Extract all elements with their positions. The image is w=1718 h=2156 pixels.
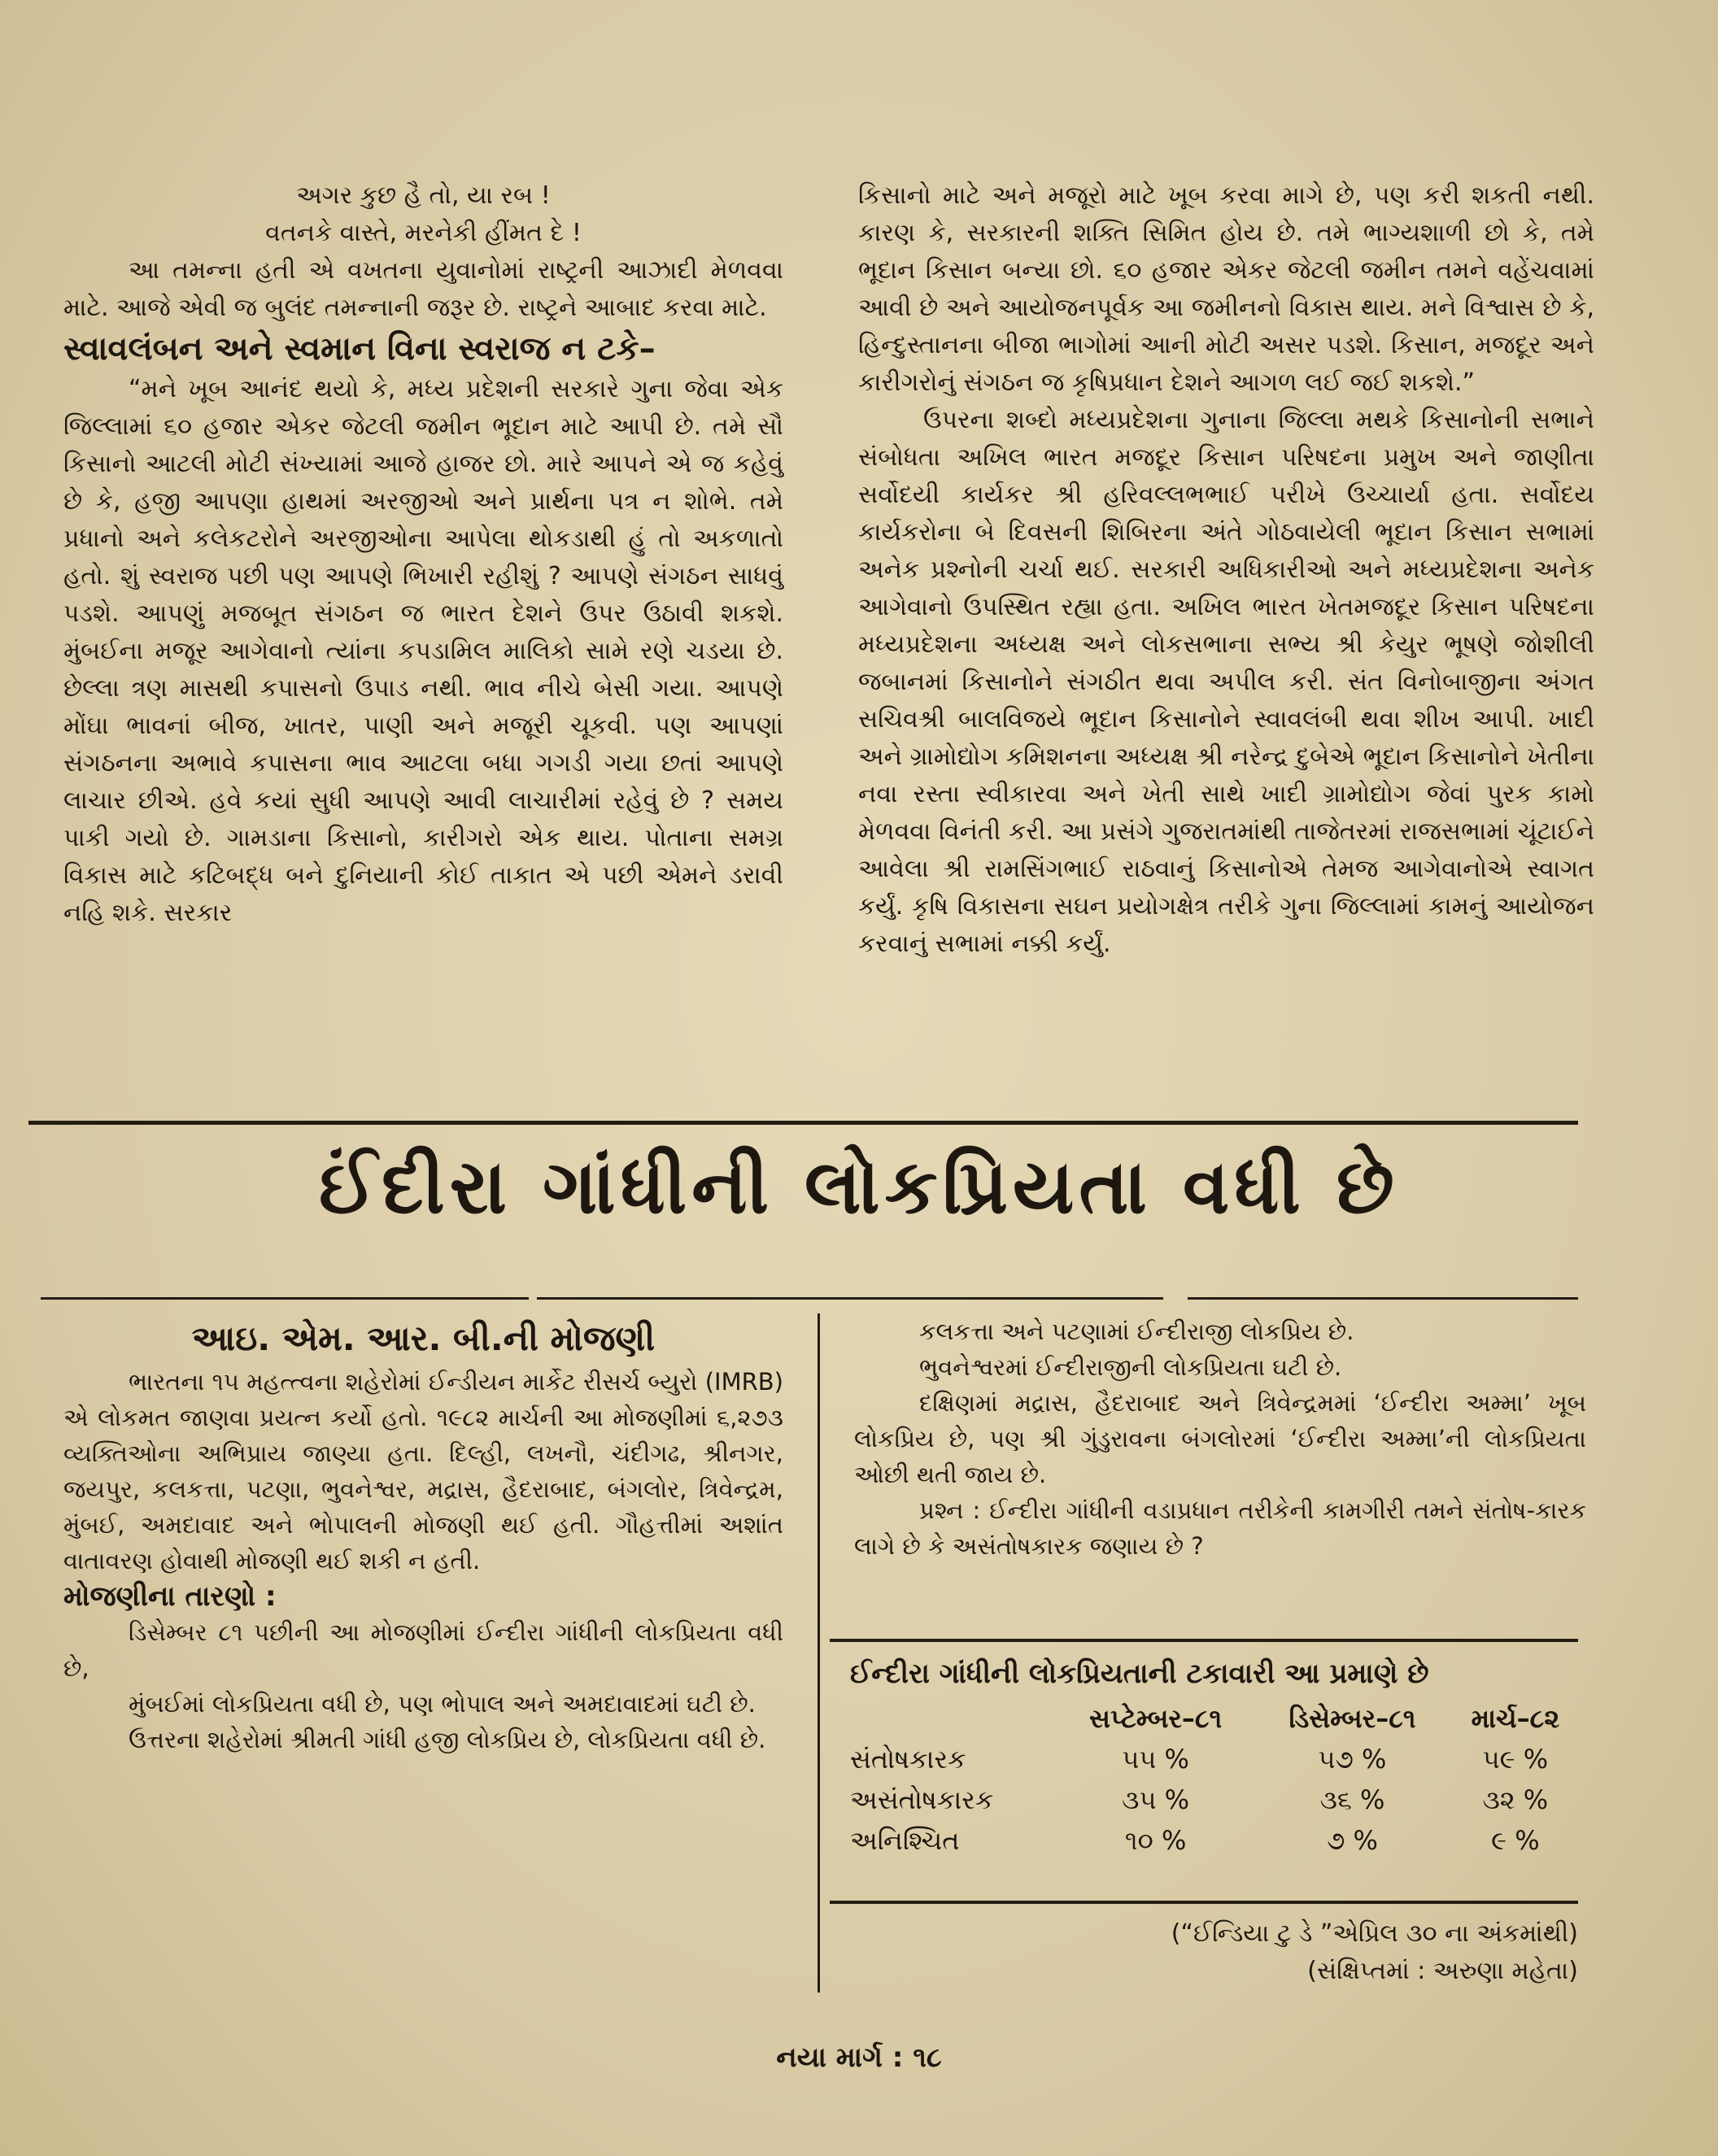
top-left-column	[63, 177, 783, 932]
column-header: માર્ચ–૮૨	[1471, 1703, 1560, 1734]
credits	[854, 1915, 1578, 1990]
column-header: ડિસેમ્બર–૮૧	[1288, 1703, 1416, 1734]
finding-item: કલકત્તા અને પટણામાં ઈન્દીરાજી લોકપ્રિય છે.	[919, 1318, 1354, 1345]
article-paragraph: આ તમન્ના હતી એ વખતના યુવાનોમાં રાષ્ટ્રની આઝાદી મેળવવા માટે. આજે એવી જ બુલંદ તમન્નાની જરૂર છે. રાષ્ટ્રને આબાદ કરવા માટે.	[63, 256, 783, 322]
row-label: અનિશ્ચિત	[850, 1825, 960, 1856]
table-cell: ૩૬ %	[1319, 1784, 1385, 1815]
table-row	[850, 1820, 1582, 1861]
table-cell: ૭ %	[1327, 1825, 1378, 1856]
popularity-table	[850, 1698, 1582, 1861]
table-cell: ૫૭ %	[1318, 1744, 1387, 1775]
table-row	[850, 1779, 1582, 1820]
row-label: સંતોષકારક	[850, 1744, 966, 1775]
column-divider	[818, 1313, 820, 1993]
table-bottom-rule	[830, 1901, 1578, 1904]
table-cell: ૯ %	[1491, 1825, 1540, 1856]
headline-rule-mid	[537, 1297, 1163, 1300]
table-title: ઈન્દીરા ગાંધીની લોકપ્રિયતાની ટકાવારી આ પ્રમાણે છે	[850, 1657, 1429, 1690]
table-row	[850, 1739, 1582, 1779]
table-cell: ૫૯ %	[1482, 1744, 1549, 1775]
bottom-left-column	[63, 1313, 783, 1757]
table-header-row	[850, 1698, 1582, 1739]
abridged-credit: (સંક્ષિપ્તમાં : અરુણા મહેતા)	[1307, 1957, 1578, 1985]
table-top-rule	[830, 1639, 1578, 1642]
verse-line-1: અગર કુછ હૈ તો, યા રબ !	[296, 181, 551, 210]
finding-item: ડિસેમ્બર ૮૧ પછીની આ મોજણીમાં ઈન્દીરા ગાંધીની લોકપ્રિયતા વધી છે,	[63, 1618, 783, 1682]
article-paragraph: ઉપરના શબ્દો મધ્યપ્રદેશના ગુનાના જિલ્લા મથકે કિસાનોની સભાને સંબોધતા અખિલ ભારત મજદૂર કિસાન પરિષદના પ્રમુખ અને જાણીતા સર્વોદયી કાર્યકર શ્રી હરિવલ્લભભાઈ પરીખે ઉચ્ચાર્યા હતા. સર્વોદય કાર્યકરોના બે દિવસની શિબિરના અંતે ગોઠવાયેલી ભૂદાન કિસાન સભામાં અનેક પ્રશ્નોની ચર્ચા થઈ. સરકારી અધિકારીઓ અને મધ્યપ્રદેશના અનેક આગેવાનો ઉપસ્થિત રહ્યા હતા. અખિલ ભારત ખેતમજદૂર કિસાન પરિષદના મધ્યપ્રદેશના અધ્યક્ષ અને લોકસભાના સભ્ય શ્રી કેયુર ભૂષણે જોશીલી જબાનમાં કિસાનોને સંગઠીત થવા અપીલ કરી. સંત વિનોબાજીના અંગત સચિવશ્રી બાલવિજયે ભૂદાન કિસાનોને સ્વાવલંબી થવા શીખ આપી. ખાદી અને ગ્રામોદ્યોગ કમિશનના અધ્યક્ષ શ્રી નરેન્દ્ર દુબેએ ભૂદાન કિસાનોને ખેતીના નવા રસ્તા સ્વીકારવા અને ખેતી સાથે ખાદી ગ્રામોદ્યોગ જેવાં પુરક કામો મેળવવા વિનંતી કરી. આ પ્રસંગે ગુજરાતમાંથી તાજેતરમાં રાજસભામાં ચૂંટાઈને આવેલા શ્રી રામસિંગભાઈ રાઠવાનું કિસાનોએ તેમજ આગેવાનોએ સ્વાગત કર્યું. કૃષિ વિકાસના સઘન પ્રયોગક્ષેત્ર તરીકે ગુના જિલ્લામાં કામનું આયોજન કરવાનું સભામાં નક્કી કર્યું.	[858, 406, 1594, 958]
section-subheading: સ્વાવલંબન અને સ્વમાન વિના સ્વરાજ ન ટકે–	[63, 330, 656, 368]
table-cell: ૩૫ %	[1122, 1784, 1190, 1815]
verse-line-2: વતનકે વાસ્તે, મરનેકી હીંમત દે !	[265, 219, 582, 247]
article-headline: ઈંદીરા ગાંધીની લોકપ્રિયતા વધી છે	[319, 1143, 1399, 1230]
findings-label: મોજણીના તારણો :	[63, 1580, 277, 1613]
survey-title: આઇ. એમ. આર. બી.ની મોજણી	[191, 1318, 656, 1358]
article-paragraph: કિસાનો માટે અને મજૂરો માટે ખૂબ કરવા માગે છે, પણ કરી શકતી નથી. કારણ કે, સરકારની શક્તિ સિમિત હોય છે. તમે ભાગ્યશાળી છો કે, તમે ભૂદાન કિસાન બન્યા છો. ૬૦ હજાર એકર જેટલી જમીન તમને વહેંચવામાં આવી છે અને આયોજનપૂર્વક આ જમીનનો વિકાસ થાય. મને વિશ્વાસ છે કે, હિન્દુસ્તાનના બીજા ભાગોમાં આની મોટી અસર પડશે. કિસાન, મજદૂર અને કારીગરોનું સંગઠન જ કૃષિપ્રધાન દેશને આગળ લઈ જઈ શકશે.”	[858, 181, 1594, 397]
headline-rule-right	[1188, 1297, 1578, 1300]
table-cell: ૩૨ %	[1482, 1784, 1549, 1815]
survey-question: પ્રશ્ન : ઈન્દીરા ગાંધીની વડાપ્રધાન તરીકેની કામગીરી તમને સંતોષ-કારક લાગે છે કે અસંતોષકારક જણાય છે ?	[854, 1496, 1586, 1560]
headline-rule-left	[41, 1297, 529, 1300]
survey-paragraph: ભારતના ૧૫ મહત્ત્વના શહેરોમાં ઈન્ડીયન માર્કેટ રીસર્ચ બ્યુરો (IMRB) એ લોકમત જાણવા પ્રયત્ન કર્યો હતો. ૧૯૮૨ માર્ચની આ મોજણીમાં ૬,૨૭૩ વ્યક્તિઓના અભિપ્રાય જાણ્યા હતા. દિલ્હી, લખનૌ, ચંદીગઢ, શ્રીનગર, જયપુર, કલકત્તા, પટણા, ભુવનેશ્વર, મદ્રાસ, હૈદરાબાદ, બંગલોર, ત્રિવેન્દ્રમ, મુંબઈ, અમદાવાદ અને ભોપાલની મોજણી થઈ હતી. ગૌહત્તીમાં અશાંત વાતાવરણ હોવાથી મોજણી થઈ શકી ન હતી.	[63, 1368, 783, 1575]
column-header: સપ્ટેમ્બર–૮૧	[1089, 1703, 1223, 1734]
page-footer: નયા માર્ગ : ૧૮	[776, 2041, 942, 2074]
table-cell: ૫૫ %	[1122, 1744, 1189, 1775]
article-paragraph: “મને ખૂબ આનંદ થયો કે, મધ્ય પ્રદેશની સરકારે ગુના જેવા એક જિલ્લામાં ૬૦ હજાર એકર જેટલી જમીન ભૂદાન માટે આપી છે. તમે સૌ કિસાનો આટલી મોટી સંખ્યામાં આજે હાજર છો. મારે આપને એ જ કહેવું છે કે, હજી આપણા હાથમાં અરજીઓ અને પ્રાર્થના પત્ર ન શોભે. તમે પ્રધાનો અને કલેકટરોને અરજીઓના આપેલા થોકડાથી હું તો અકળાતો હતો. શું સ્વરાજ પછી પણ આપણે ભિખારી રહીશું ? આપણે સંગઠન સાધવું પડશે. આપણું મજબૂત સંગઠન જ ભારત દેશને ઉપર ઉઠાવી શકશે. મુંબઈના મજૂર આગેવાનો ત્યાંના કપડામિલ માલિકો સામે રણે ચડયા છે. છેલ્લા ત્રણ માસથી કપાસનો ઉપાડ નથી. ભાવ નીચે બેસી ગયા. આપણે મોંઘા ભાવનાં બીજ, ખાતર, પાણી અને મજૂરી ચૂકવી. પણ આપણાં સંગઠનના અભાવે કપાસના ભાવ આટલા બધા ગગડી ગયા છતાં આપણે લાચાર છીએ. હવે કયાં સુધી આપણે આવી લાચારીમાં રહેવું છે ? સમય પાકી ગયો છે. ગામડાના કિસાનો, કારીગરો એક થાય. પોતાના સમગ્ર વિકાસ માટે કટિબદ્ધ બને દુનિયાની કોઈ તાકાત એ પછી એમને ડરાવી નહિ શકે. સરકાર	[63, 375, 783, 927]
row-label: અસંતોષકારક	[850, 1784, 994, 1815]
finding-item: ભુવનેશ્વરમાં ઈન્દીરાજીની લોકપ્રિયતા ઘટી છે.	[919, 1353, 1342, 1381]
bottom-right-column	[854, 1313, 1586, 1564]
top-right-column	[858, 177, 1594, 963]
finding-item: ઉત્તરના શહેરોમાં શ્રીમતી ગાંધી હજી લોકપ્રિય છે, લોકપ્રિયતા વધી છે.	[129, 1726, 766, 1753]
section-divider	[28, 1121, 1578, 1125]
finding-item: દક્ષિણમાં મદ્રાસ, હૈદરાબાદ અને ત્રિવેન્દ્રમમાં ‘ઈન્દીરા અમ્મા’ ખૂબ લોકપ્રિય છે, પણ શ્રી ગુંડુરાવના બંગલોરમાં ‘ઈન્દીરા અમ્મા’ની લોકપ્રિયતા ઓછી થતી જાય છે.	[854, 1389, 1586, 1488]
table-cell: ૧૦ %	[1124, 1825, 1187, 1856]
source-credit: (“ઈન્ડિયા ટુ ડે ”એપ્રિલ ૩૦ ના અંકમાંથી)	[1171, 1919, 1578, 1948]
finding-item: મુંબઈમાં લોકપ્રિયતા વધી છે, પણ ભોપાલ અને અમદાવાદમાં ઘટી છે.	[129, 1690, 756, 1718]
popularity-table-block	[850, 1651, 1582, 1861]
